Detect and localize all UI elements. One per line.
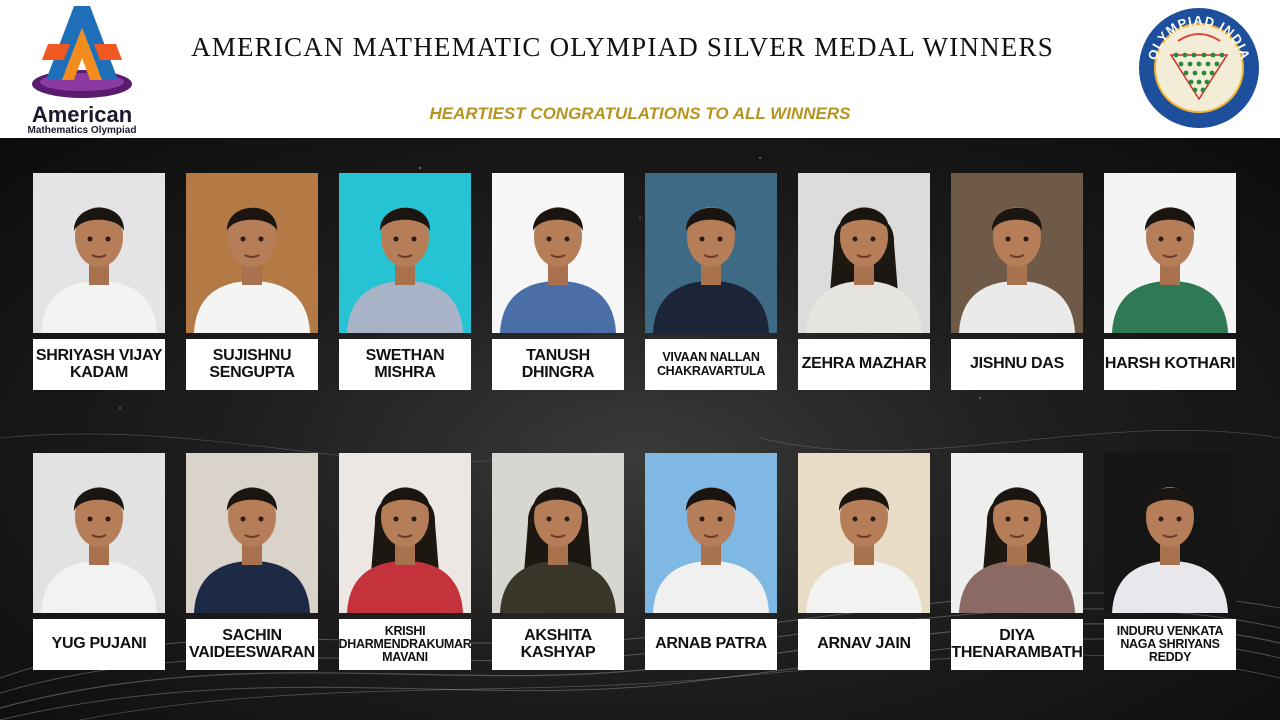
winner-name-box — [645, 619, 777, 670]
winner-name-box — [186, 619, 318, 670]
winner-name: SACHIN VAIDEESWARAN — [189, 626, 315, 661]
winner-name: SWETHAN MISHRA — [365, 346, 445, 381]
winner-name-box — [951, 339, 1083, 390]
winner-name-box — [798, 339, 930, 390]
winner-name: AKSHITA KASHYAP — [520, 626, 596, 661]
header — [0, 0, 1280, 138]
winner-name-box — [951, 619, 1083, 670]
winner-photo — [1104, 453, 1236, 613]
winner-photo — [645, 453, 777, 613]
winner-name: INDURU VENKATA NAGA SHRIYANS REDDY — [1116, 623, 1224, 665]
winner-photo — [951, 173, 1083, 333]
olympiad-a-icon — [18, 4, 146, 104]
brand-subtitle: Mathematics Olympiad — [27, 125, 137, 136]
winner-name: ARNAB PATRA — [655, 635, 767, 653]
olympiad-india-seal — [1138, 7, 1260, 129]
winner-name-box — [33, 339, 165, 390]
winner-name: KRISHI DHARMENDRAKUMAR MAVANI — [338, 623, 472, 665]
winner-photo — [951, 453, 1083, 613]
winner-name: YUG PUJANI — [51, 635, 147, 653]
winner-photo — [798, 453, 930, 613]
page-subtitle: HEARTIEST CONGRATULATIONS TO ALL WINNERS — [429, 104, 851, 123]
winner-photo — [339, 453, 471, 613]
winner-name-box — [186, 339, 318, 390]
winner-name: SHRIYASH VIJAY KADAM — [35, 346, 163, 381]
winner-name-box — [339, 339, 471, 390]
winner-name-box — [492, 339, 624, 390]
winner-photo — [492, 173, 624, 333]
winner-name: HARSH KOTHARI — [1104, 355, 1236, 373]
winner-name: VIVAAN NALLAN CHAKRAVARTULA — [656, 350, 766, 378]
winner-photo — [798, 173, 930, 333]
winner-name-box — [492, 619, 624, 670]
winners-board — [0, 138, 1280, 720]
winner-name: ARNAV JAIN — [817, 635, 911, 653]
winner-name-box — [33, 619, 165, 670]
winner-photo — [33, 173, 165, 333]
winner-photo — [492, 453, 624, 613]
winner-photo — [186, 173, 318, 333]
winner-name-box — [1104, 339, 1236, 390]
winner-name-box — [798, 619, 930, 670]
winner-photo — [1104, 173, 1236, 333]
winner-photo — [339, 173, 471, 333]
winner-name: TANUSH DHINGRA — [521, 346, 595, 381]
winner-name-box — [645, 339, 777, 390]
seal-text: OLYMPIAD INDIA — [1144, 12, 1254, 62]
brand-name: American — [31, 102, 133, 127]
american-math-olympiad-logo — [18, 4, 146, 134]
winner-photo — [186, 453, 318, 613]
page-title: AMERICAN MATHEMATIC OLYMPIAD SILVER MEDAL WINNERS — [191, 32, 1054, 62]
winner-name-box — [339, 619, 471, 670]
winner-name: ZEHRA MAZHAR — [801, 355, 927, 373]
winner-photo — [33, 453, 165, 613]
winner-name-box — [1104, 619, 1236, 670]
winner-photo — [645, 173, 777, 333]
winner-name: SUJISHNU SENGUPTA — [209, 346, 295, 381]
winner-name: DIYA THENARAMBATH — [951, 626, 1083, 661]
winner-name: JISHNU DAS — [970, 355, 1064, 373]
